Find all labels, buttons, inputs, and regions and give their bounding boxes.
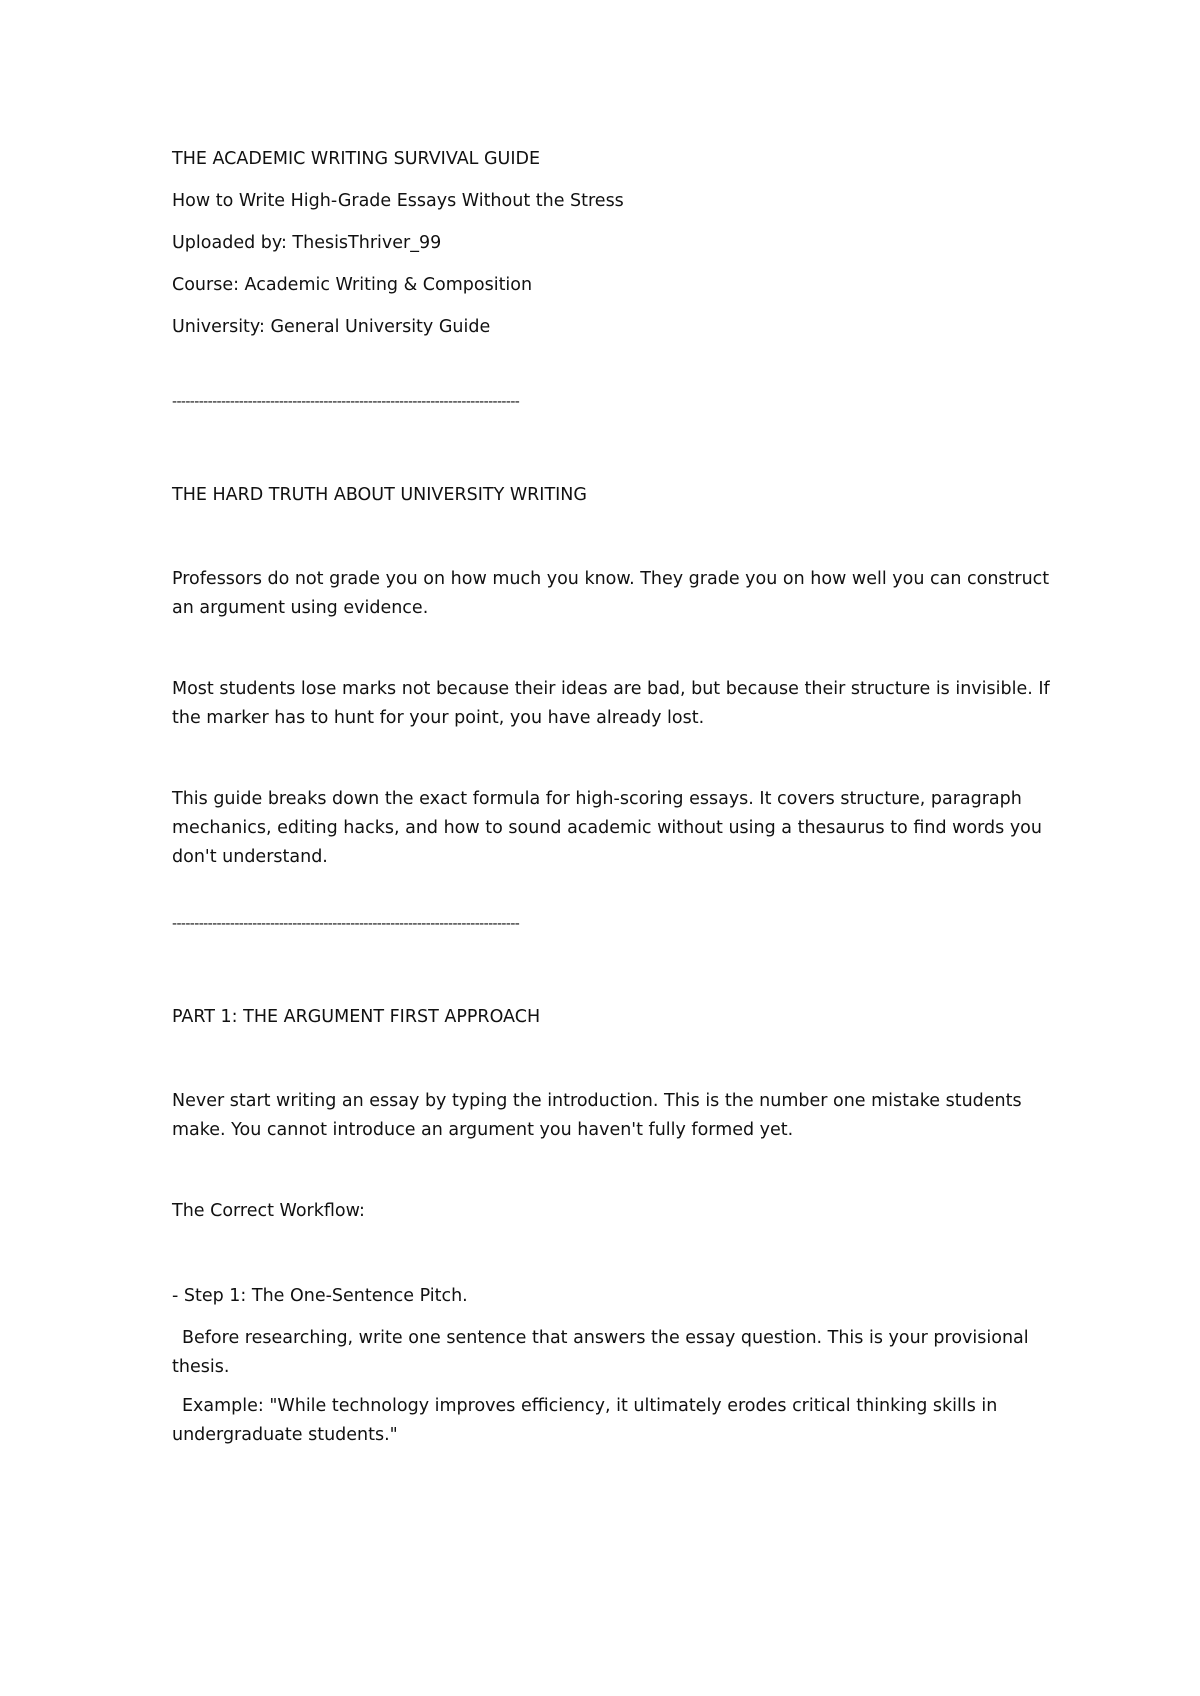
section-heading-hard-truth: THE HARD TRUTH ABOUT UNIVERSITY WRITING xyxy=(172,485,587,505)
step1-example xyxy=(172,1392,1052,1450)
step1-example-text: Example: "While technology improves efficiency, it ultimately erodes critical thinking skills in undergraduate students." xyxy=(172,1396,998,1445)
part1-paragraph: Never start writing an essay by typing the introduction. This is the number one mistake students make. You cannot introduce an argument you haven't fully formed yet. xyxy=(172,1091,1022,1140)
intro-paragraph-1: Professors do not grade you on how much you know. They grade you on how well you can construct an argument using evidence. xyxy=(172,569,1050,618)
step1-body xyxy=(172,1324,1052,1382)
intro-paragraph-2: Most students lose marks not because their ideas are bad, but because their structure is invisible. If the marker has to hunt for your point, you have already lost. xyxy=(172,679,1050,728)
step1-body-text: Before researching, write one sentence that answers the essay question. This is your provisional thesis. xyxy=(172,1328,1029,1377)
document-title: THE ACADEMIC WRITING SURVIVAL GUIDE xyxy=(172,149,541,169)
intro-paragraph-3: This guide breaks down the exact formula for high-scoring essays. It covers structure, paragraph mechanics, editing hacks, and how to sound academic without using a thesaurus to find words you don't understand. xyxy=(172,789,1042,867)
uploader-line: Uploaded by: ThesisThriver_99 xyxy=(172,233,442,253)
step1-title: - Step 1: The One-Sentence Pitch. xyxy=(172,1286,468,1306)
section-divider: ------------------------------------------------------------------------------ xyxy=(172,394,520,410)
section-divider: ------------------------------------------------------------------------------ xyxy=(172,916,520,932)
workflow-label: The Correct Workflow: xyxy=(172,1201,365,1221)
section-heading-part1: PART 1: THE ARGUMENT FIRST APPROACH xyxy=(172,1007,541,1027)
course-line: Course: Academic Writing & Composition xyxy=(172,275,533,295)
university-line: University: General University Guide xyxy=(172,317,491,337)
document-subtitle: How to Write High-Grade Essays Without the Stress xyxy=(172,191,624,211)
